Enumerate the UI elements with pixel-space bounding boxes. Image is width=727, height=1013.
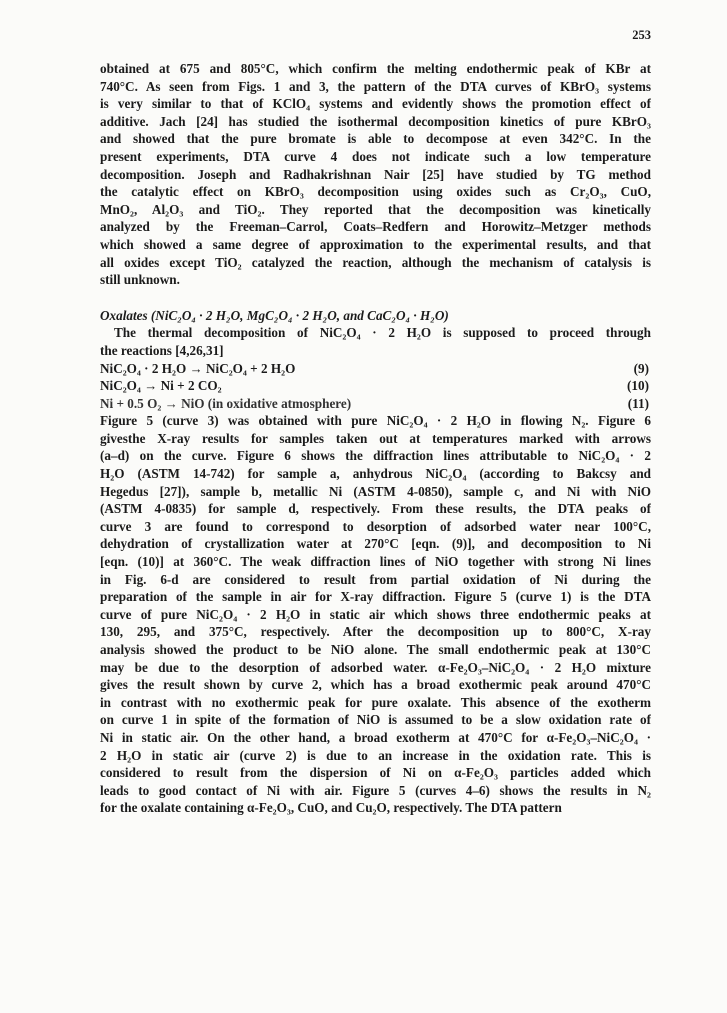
text-line: in Fig. 6-d are considered to result from partial oxidation of Ni during the — [100, 571, 651, 587]
article-body — [100, 60, 651, 817]
text-line: H₂O (ASTM 14-742) for sample a, anhydrous NiC₂O₄ (according to Bakcsy and — [100, 466, 651, 482]
page-number: 253 — [632, 28, 651, 42]
text-line: analyzed by the Freeman–Carrol, Coats–Redfern and Horowitz–Metzger methods — [100, 219, 651, 235]
equation-number: (9) — [633, 360, 649, 376]
text-line: and showed that the pure bromate is able to decompose at even 342°C. In the — [100, 131, 651, 147]
text-line: preparation of the sample in air for X-ray diffraction. Figure 5 (curve 1) is the DTA — [100, 589, 651, 605]
equation-number: (10) — [627, 378, 649, 394]
text-line: for the oxalate containing α-Fe₂O₃, CuO, and Cu₂O, respectively. The DTA pattern — [100, 800, 562, 816]
equation-text: NiC₂O₄ → Ni + 2 CO₂ — [100, 378, 222, 394]
text-line: (ASTM 4-0835) for sample d, respectively. From these results, the DTA peaks of — [100, 501, 651, 517]
text-line: 2 H₂O in static air (curve 2) is due to an increase in the oxidation rate. This is — [100, 747, 651, 763]
text-line: The thermal decomposition of NiC₂O₄ · 2 H₂O is supposed to proceed through — [114, 325, 651, 341]
paragraph-oxalate-results — [100, 412, 651, 817]
text-line: curve of pure NiC₂O₄ · 2 H₂O in static air which shows three endothermic peaks at — [100, 606, 651, 622]
paragraph-oxalate-intro — [100, 324, 651, 359]
text-line: the reactions [4,26,31] — [100, 342, 224, 358]
equation-number: (11) — [627, 395, 649, 411]
equation-row — [100, 377, 651, 395]
text-line: is very similar to that of KClO₄ systems and evidently shows the promotion effect of — [100, 96, 651, 112]
text-line: Ni in static air. On the other hand, a broad exotherm at 470°C for α-Fe₂O₃–NiC₂O₄ · — [100, 729, 651, 745]
text-line: present experiments, DTA curve 4 does not indicate such a low temperature — [100, 148, 651, 164]
paragraph-kbro3-discussion — [100, 60, 651, 289]
text-line: decomposition. Joseph and Radhakrishnan Nair [25] have studied by TG method — [100, 166, 651, 182]
text-line: 130, 295, and 375°C, respectively. After the decomposition up to 800°C, X-ray — [100, 624, 651, 640]
text-line: all oxides except TiO₂ catalyzed the reaction, although the mechanism of catalysis is — [100, 254, 651, 270]
text-line: which showed a same degree of approximation to the experimental results, and that — [100, 236, 651, 252]
text-line: obtained at 675 and 805°C, which confirm the melting endothermic peak of KBr at — [100, 61, 651, 76]
text-line: leads to good contact of Ni with air. Figure 5 (curves 4–6) shows the results in N₂ — [100, 782, 651, 798]
equation-text: Ni + 0.5 O₂ → NiO (in oxidative atmosphere) — [100, 395, 352, 411]
text-line: additive. Jach [24] has studied the isothermal decomposition kinetics of pure KBrO₃ — [100, 113, 651, 129]
equation-block — [100, 360, 651, 413]
text-line: still unknown. — [100, 272, 180, 288]
section-heading-oxalates: Oxalates (NiC₂O₄ · 2 H₂O, MgC₂O₄ · 2 H₂O, and CaC₂O₄ · H₂O) — [100, 307, 449, 323]
text-line: Figure 5 (curve 3) was obtained with pure NiC₂O₄ · 2 H₂O in flowing N₂. Figure 6 — [100, 413, 651, 429]
text-line: dehydration of crystallization water at 270°C [eqn. (9)], and decomposition to Ni — [100, 536, 651, 552]
text-line: curve 3 are found to correspond to desorption of adsorbed water near 100°C, — [100, 518, 651, 534]
text-line: MnO₂, Al₂O₃ and TiO₂. They reported that the decomposition was kinetically — [100, 201, 651, 217]
text-line: the catalytic effect on KBrO₃ decomposition using oxides such as Cr₂O₃, CuO, — [100, 184, 651, 200]
text-line: on curve 1 in spite of the formation of NiO is assumed to be a slow oxidation rate of — [100, 712, 651, 728]
equation-text: NiC₂O₄ · 2 H₂O → NiC₂O₄ + 2 H₂O — [100, 360, 296, 376]
equation-row — [100, 395, 651, 413]
text-line: considered to result from the dispersion of Ni on α-Fe₂O₃ particles added which — [100, 765, 651, 781]
text-line: may be due to the desorption of adsorbed water. α-Fe₂O₃–NiC₂O₄ · 2 H₂O mixture — [100, 659, 651, 675]
equation-row — [100, 360, 651, 378]
text-line: [eqn. (10)] at 360°C. The weak diffraction lines of NiO together with strong Ni lines — [100, 554, 651, 570]
text-line: Hegedus [27]), sample b, metallic Ni (ASTM 4-0850), sample c, and Ni with NiO — [100, 483, 651, 499]
text-line: in contrast with no exothermic peak for pure oxalate. This absence of the exotherm — [100, 694, 651, 710]
text-line: (a–d) on the curve. Figure 6 shows the diffraction lines attributable to NiC₂O₄ · 2 — [100, 448, 651, 464]
text-line: 740°C. As seen from Figs. 1 and 3, the pattern of the DTA curves of KBrO₃ systems — [100, 78, 651, 94]
text-line: analysis showed the product to be NiO alone. The small endothermic peak at 130°C — [100, 642, 651, 657]
text-line: gives the result shown by curve 2, which has a broad exothermic peak around 470°C — [100, 677, 651, 693]
text-line: givesthe X-ray results for samples taken out at temperatures marked with arrows — [100, 430, 651, 446]
